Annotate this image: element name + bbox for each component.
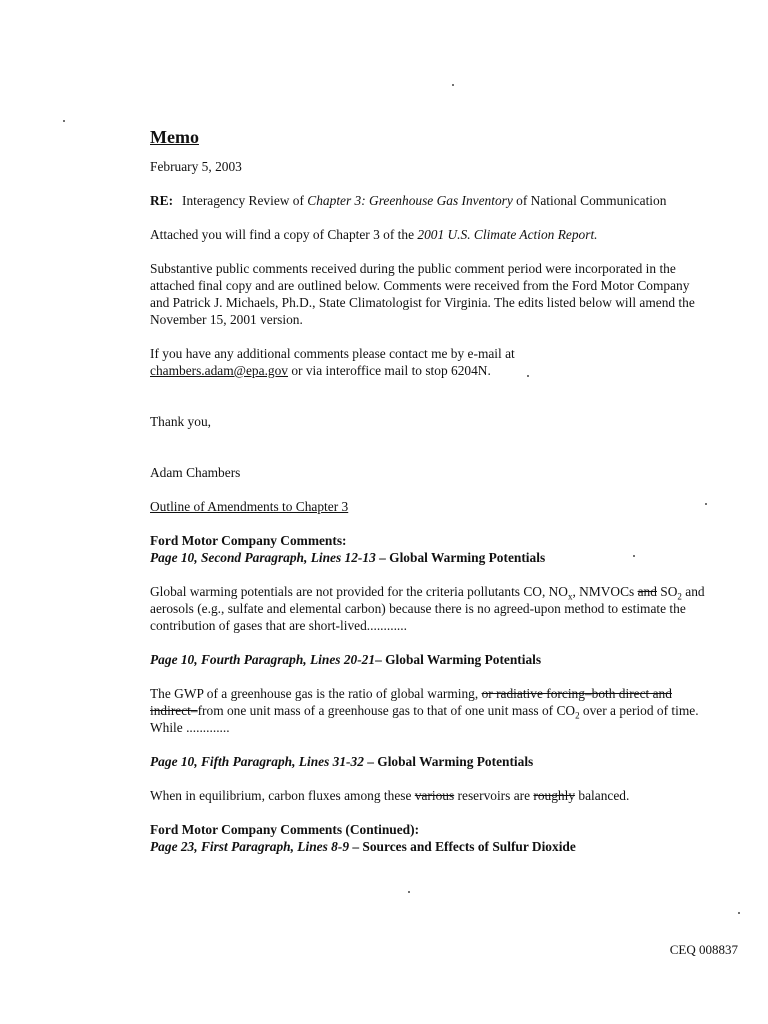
- text-run: from one unit mass of a greenhouse gas to that of one unit mass of CO: [197, 703, 576, 718]
- text-run: balanced.: [575, 788, 630, 803]
- item-heading: [150, 549, 710, 566]
- item-separator: –: [375, 550, 390, 565]
- text-run: and aerosols (e.g., sulfate and elemental carbon) because there is no agreed-upon method to estimate the contribution of gases that are short-lived............: [150, 584, 705, 633]
- substantive-paragraph: Substantive public comments received during the public comment period were incorporated in the attached final copy and are outlined below. Comments were received from the Ford Motor Company and Patrick J. Michaels, Ph.D., State Climatologist for Virginia. The edits listed below will amend the November 15, 2001 version.: [150, 261, 695, 327]
- item-location: Page 10, Fourth Paragraph, Lines 20-21: [150, 652, 376, 667]
- struck-text: or radiative forcing–both direct and indirect–: [150, 686, 672, 718]
- amendment-text: [150, 787, 710, 804]
- attached-paragraph: [150, 226, 710, 243]
- attached-prefix: Attached you will find a copy of Chapter 3 of the: [150, 227, 418, 242]
- item-topic: Sources and Effects of Sulfur Dioxide: [362, 839, 576, 854]
- ford-continued-heading: Ford Motor Company Comments (Continued):: [150, 822, 420, 837]
- subject-label: RE:: [150, 193, 174, 208]
- struck-text: and: [637, 584, 657, 599]
- scan-speck: [63, 120, 65, 122]
- scan-speck: [452, 84, 454, 86]
- scan-speck: [408, 891, 410, 893]
- memo-body: [150, 126, 710, 855]
- scan-speck: [738, 912, 740, 914]
- item-separator: –: [363, 754, 378, 769]
- item-location: Page 23, First Paragraph, Lines 8-9: [150, 839, 350, 854]
- memo-date: February 5, 2003: [150, 159, 242, 174]
- item-topic: Global Warming Potentials: [377, 754, 534, 769]
- memo-title: Memo: [150, 127, 199, 147]
- item-separator: –: [349, 839, 363, 854]
- email-link[interactable]: chambers.adam@epa.gov: [150, 363, 288, 378]
- text-run: over a period of time. While .............: [150, 703, 699, 735]
- text-run: , NMVOCs: [572, 584, 638, 599]
- struck-text: various: [414, 788, 455, 803]
- item-heading: [150, 838, 710, 855]
- contact-paragraph: [150, 345, 710, 379]
- struck-text: roughly: [533, 788, 576, 803]
- report-title: 2001 U.S. Climate Action Report.: [417, 227, 598, 242]
- text-run: SO: [656, 584, 678, 599]
- closing: Thank you,: [150, 414, 211, 429]
- subject-text: [182, 192, 710, 209]
- amendment-text: [150, 685, 710, 736]
- item-separator: –: [375, 652, 386, 667]
- contact-suffix: or via interoffice mail to stop 6204N.: [288, 363, 491, 378]
- subscript: x: [567, 591, 573, 602]
- amendment-text: [150, 583, 710, 634]
- text-run: The GWP of a greenhouse gas is the ratio of global warming,: [150, 686, 482, 701]
- text-run: When in equilibrium, carbon fluxes among these: [150, 788, 415, 803]
- item-topic: Global Warming Potentials: [389, 550, 546, 565]
- subject-line: [150, 192, 710, 209]
- item-heading: [150, 651, 710, 668]
- subject-suffix: of National Communication: [512, 193, 667, 208]
- subscript: 2: [677, 591, 682, 602]
- item-heading: [150, 753, 710, 770]
- item-location: Page 10, Fifth Paragraph, Lines 31-32: [150, 754, 364, 769]
- outline-heading: Outline of Amendments to Chapter 3: [150, 499, 349, 514]
- subject-chapter-title: Chapter 3: Greenhouse Gas Inventory: [307, 193, 513, 208]
- ford-heading: Ford Motor Company Comments:: [150, 533, 347, 548]
- item-topic: Global Warming Potentials: [385, 652, 542, 667]
- signature: Adam Chambers: [150, 465, 241, 480]
- item-location: Page 10, Second Paragraph, Lines 12-13: [150, 550, 376, 565]
- subject-prefix: Interagency Review of: [182, 193, 308, 208]
- contact-prefix: If you have any additional comments please contact me by e-mail at: [150, 346, 515, 361]
- text-run: reservoirs are: [454, 788, 534, 803]
- subscript: 2: [575, 710, 580, 721]
- bates-number: CEQ 008837: [669, 942, 738, 957]
- text-run: Global warming potentials are not provided for the criteria pollutants CO, NO: [150, 584, 568, 599]
